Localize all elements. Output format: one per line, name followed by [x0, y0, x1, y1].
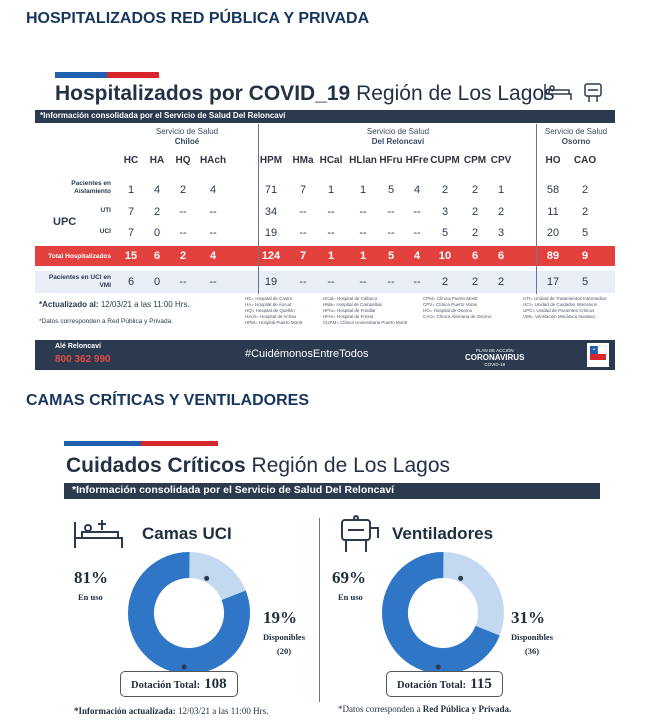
column-header-hllan: HLlan	[349, 155, 377, 166]
cell-total-hpm: 124	[261, 250, 281, 262]
cell-total-ho: 89	[546, 250, 560, 262]
legend-item: VMI= Ventilación Mecánica Invasiva	[523, 314, 595, 319]
info-bar: *Información consolidada por el Servicio de Salud Del Reloncaví	[64, 483, 600, 499]
hospitalizados-infographic	[33, 68, 617, 372]
cell-aislamiento-cao: 2	[581, 184, 589, 196]
column-header-hach: HAch	[199, 155, 227, 166]
cell-vmi-cpm: 2	[471, 276, 479, 288]
cell-vmi-hma: --	[299, 276, 307, 288]
legend-item: HMa= Hospital de Campañas	[323, 302, 382, 307]
column-header-hcal: HCal	[319, 155, 343, 166]
ventiladores-donut-chart	[378, 548, 508, 678]
cell-uti-hc: 7	[127, 206, 135, 218]
column-header-ho: HO	[545, 155, 561, 166]
cuidados-criticos-title: Cuidados Críticos Región de Los Lagos	[66, 454, 451, 477]
hospitalizados-title	[55, 82, 555, 106]
camas-uci-donut-chart	[124, 548, 254, 678]
cell-total-hq: 2	[179, 250, 187, 262]
ale-phone: 800 362 990	[55, 354, 111, 365]
cell-aislamiento-hq: 2	[179, 184, 187, 196]
uci-free-label: Disponibles	[262, 632, 306, 642]
section-divider	[319, 518, 320, 702]
cell-aislamiento-cpm: 2	[471, 184, 479, 196]
cell-vmi-ha: 0	[153, 276, 161, 288]
row-label-total: Total Hospitalizados	[48, 253, 111, 260]
cell-aislamiento-hllan: 1	[359, 184, 367, 196]
cell-aislamiento-hc: 1	[127, 184, 135, 196]
cell-total-cupm: 10	[438, 250, 452, 262]
legend-item: CPM= Clínica Puerto Montt	[423, 296, 478, 301]
cell-aislamiento-hma: 7	[299, 184, 307, 196]
uci-free-marker	[204, 576, 209, 581]
column-header-hma: HMa	[292, 155, 314, 166]
cell-uci-cpv: 3	[497, 227, 505, 239]
title-bold: Hospitalizados por COVID_19	[55, 82, 351, 105]
column-header-hc: HC	[123, 155, 139, 166]
cell-vmi-hpm: 19	[264, 276, 278, 288]
row-label-upc: UPC	[53, 216, 77, 228]
legend-item: HC= Hospital de Castro	[245, 296, 293, 301]
vent-free-marker	[458, 576, 463, 581]
legend-item: HO= Hospital de Osorno	[423, 308, 473, 313]
group-header-chiloe: Servicio de Salud Chiloé	[155, 127, 219, 146]
cell-uti-cao: 2	[581, 206, 589, 218]
legend-item: CAO= Clínica Alemana de Osorno	[423, 314, 492, 319]
legend-col-3	[423, 296, 491, 320]
cell-total-cao: 9	[581, 250, 589, 262]
uci-free-pct: 19%	[263, 608, 297, 627]
cell-total-hllan: 1	[359, 250, 367, 262]
cell-total-hach: 4	[209, 250, 217, 262]
column-header-cupm: CUPM	[430, 155, 460, 166]
cell-uci-hma: --	[299, 227, 307, 239]
cell-vmi-hfre: --	[413, 276, 421, 288]
group-header-reloncavi: Servicio de Salud Del Reloncaví	[366, 127, 430, 146]
footer-updated: *Información actualizada: 12/03/21 a las 11:00 Hrs.	[74, 706, 269, 716]
header-icons	[543, 80, 605, 104]
cell-vmi-cao: 5	[581, 276, 589, 288]
vent-used-pct: 69%	[332, 568, 366, 587]
vent-total-box: Dotación Total: 115	[386, 671, 503, 697]
cell-aislamiento-hcal: 1	[327, 184, 335, 196]
cell-total-hma: 7	[299, 250, 307, 262]
info-bar: *Información consolidada por el Servicio de Salud Del Reloncaví	[35, 110, 615, 123]
cell-aislamiento-hfre: 4	[413, 184, 421, 196]
cell-uci-hc: 7	[127, 227, 135, 239]
cell-vmi-hllan: --	[359, 276, 367, 288]
cell-uti-cpm: 2	[471, 206, 479, 218]
cell-uci-hpm: 19	[264, 227, 278, 239]
row-label-vmi: Pacientes en UCI en VMI	[48, 274, 111, 289]
ventiladores-title: Ventiladores	[392, 524, 494, 543]
group-header-osorno: Servicio de Salud Osorno	[544, 127, 608, 146]
flag-stripe	[55, 72, 159, 78]
cell-uti-hfru: --	[387, 206, 395, 218]
uci-used-marker	[182, 665, 187, 670]
cell-uci-hcal: --	[327, 227, 335, 239]
cell-uti-hach: --	[209, 206, 217, 218]
cell-uci-cao: 5	[581, 227, 589, 239]
legend-col-1	[245, 296, 302, 326]
legend-item: HPM= Hospital Puerto Montt	[245, 320, 303, 325]
legend-item: UCI= Unidad de Cuidados Intensivos	[523, 302, 597, 307]
legend-item: HFru= Hospital de Frutillar	[323, 308, 376, 313]
cell-uci-hfru: --	[387, 227, 395, 239]
legend-item: HQ= Hospital de Quellón	[245, 308, 295, 313]
cell-uci-ha: 0	[153, 227, 161, 239]
cell-uti-ho: 11	[547, 206, 559, 218]
cell-aislamiento-hach: 4	[209, 184, 217, 196]
column-header-hq: HQ	[175, 155, 191, 166]
vent-free-pct: 31%	[511, 608, 545, 627]
legend-col-4	[523, 296, 607, 320]
cell-total-hfre: 4	[413, 250, 421, 262]
cell-vmi-hach: --	[209, 276, 217, 288]
cell-uci-hach: --	[209, 227, 217, 239]
cell-total-hcal: 1	[327, 250, 335, 262]
hospital-bed-icon	[543, 80, 573, 102]
cell-aislamiento-ho: 58	[546, 184, 560, 196]
cell-uci-cupm: 5	[441, 227, 449, 239]
cell-uci-hq: --	[179, 227, 187, 239]
legend-item: UTI= Unidad de Tratamientos Intermedios	[523, 296, 607, 301]
flag-stripe	[64, 441, 218, 446]
hospital-bed-icon	[72, 516, 126, 552]
cell-total-ha: 6	[153, 250, 161, 262]
legend-item: UPC= Unidad de Pacientes Críticos	[523, 308, 595, 313]
cell-vmi-hq: --	[179, 276, 187, 288]
coronavirus-logo: PLAN DE ACCIÓN CORONAVIRUS COVID-19	[465, 348, 525, 367]
cell-uti-hpm: 34	[264, 206, 278, 218]
cell-uti-cpv: 2	[497, 206, 505, 218]
cell-uti-ha: 2	[153, 206, 161, 218]
legend-item: CPV= Clínica Puerto Varas	[423, 302, 478, 307]
cell-total-cpm: 6	[471, 250, 479, 262]
footer-data-note: *Datos corresponden a Red Pública y Privada.	[338, 704, 512, 714]
cuidados-criticos-infographic	[56, 438, 616, 722]
row-label-aislamiento: Pacientes en Aislamiento	[71, 180, 111, 195]
data-note: *Datos corresponden a Red Pública y Privada.	[39, 318, 174, 325]
vent-used-label: En uso	[338, 592, 363, 602]
government-logo	[587, 343, 609, 367]
column-header-ha: HA	[149, 155, 165, 166]
title-region: Región de Los Lagos	[350, 82, 555, 105]
cell-vmi-cupm: 2	[441, 276, 449, 288]
hashtag: #CuidémonosEntreTodos	[245, 348, 369, 360]
legend-col-2	[323, 296, 407, 326]
cell-vmi-ho: 17	[546, 276, 560, 288]
column-header-cpv: CPV	[490, 155, 512, 166]
ventilator-icon	[334, 514, 384, 556]
legend-item: HAch= Hospital de Achao	[245, 314, 297, 319]
cell-uci-ho: 20	[546, 227, 560, 239]
vent-free-count: (36)	[524, 646, 540, 656]
cell-vmi-hc: 6	[127, 276, 135, 288]
column-header-hfru: HFru	[379, 155, 403, 166]
cell-aislamiento-cupm: 2	[441, 184, 449, 196]
uci-free-count: (20)	[276, 646, 292, 656]
row-label-uti: UTI	[100, 207, 111, 214]
row-label-uci: UCI	[99, 228, 111, 235]
cell-uci-hfre: --	[413, 227, 421, 239]
cell-uci-hllan: --	[359, 227, 367, 239]
column-header-cao: CAO	[573, 155, 597, 166]
legend-item: HA= Hospital de Ancud	[245, 302, 292, 307]
column-header-hfre: HFre	[405, 155, 429, 166]
cell-aislamiento-cpv: 1	[497, 184, 505, 196]
ale-reloncavi-label: Alé Reloncaví	[55, 343, 101, 350]
cell-uci-cpm: 2	[471, 227, 479, 239]
legend-item: HCal= Hospital de Calbuco	[323, 296, 378, 301]
cell-total-cpv: 6	[497, 250, 505, 262]
cell-aislamiento-hpm: 71	[264, 184, 278, 196]
section-title-hospitalizados: HOSPITALIZADOS RED PÚBLICA Y PRIVADA	[26, 10, 370, 27]
cell-uti-hq: --	[179, 206, 187, 218]
camas-uci-title: Camas UCI	[142, 524, 232, 543]
vent-free-label: Disponibles	[510, 632, 554, 642]
cell-total-hfru: 5	[387, 250, 395, 262]
cell-uti-hfre: --	[413, 206, 421, 218]
column-header-hpm: HPM	[259, 155, 283, 166]
cell-uti-hllan: --	[359, 206, 367, 218]
cell-uti-cupm: 3	[441, 206, 449, 218]
cell-uti-hma: --	[299, 206, 307, 218]
cell-aislamiento-hfru: 5	[387, 184, 395, 196]
cell-vmi-cpv: 2	[497, 276, 505, 288]
cell-vmi-hfru: --	[387, 276, 395, 288]
infographic-footer	[35, 340, 615, 370]
uci-used-pct: 81%	[74, 568, 108, 587]
cell-total-hc: 15	[124, 250, 138, 262]
uci-total-box: Dotación Total: 108	[120, 671, 238, 697]
legend-item: CUPM= Clínica Universitaria Puerto Montt	[323, 320, 408, 325]
uci-used-label: En uso	[78, 592, 103, 602]
legend-item: HFre= Hospital de Fresia	[323, 314, 374, 319]
cell-aislamiento-ha: 4	[153, 184, 161, 196]
cell-vmi-hcal: --	[327, 276, 335, 288]
cell-uti-hcal: --	[327, 206, 335, 218]
uci-used-slice	[127, 551, 252, 676]
column-header-cpm: CPM	[463, 155, 487, 166]
section-title-camas-criticas: CAMAS CRÍTICAS Y VENTILADORES	[26, 392, 309, 409]
vent-used-marker	[436, 665, 441, 670]
updated-date: *Actualizado al: 12/03/21 a las 11:00 Hrs.	[39, 300, 190, 309]
ventilator-icon	[581, 80, 605, 104]
